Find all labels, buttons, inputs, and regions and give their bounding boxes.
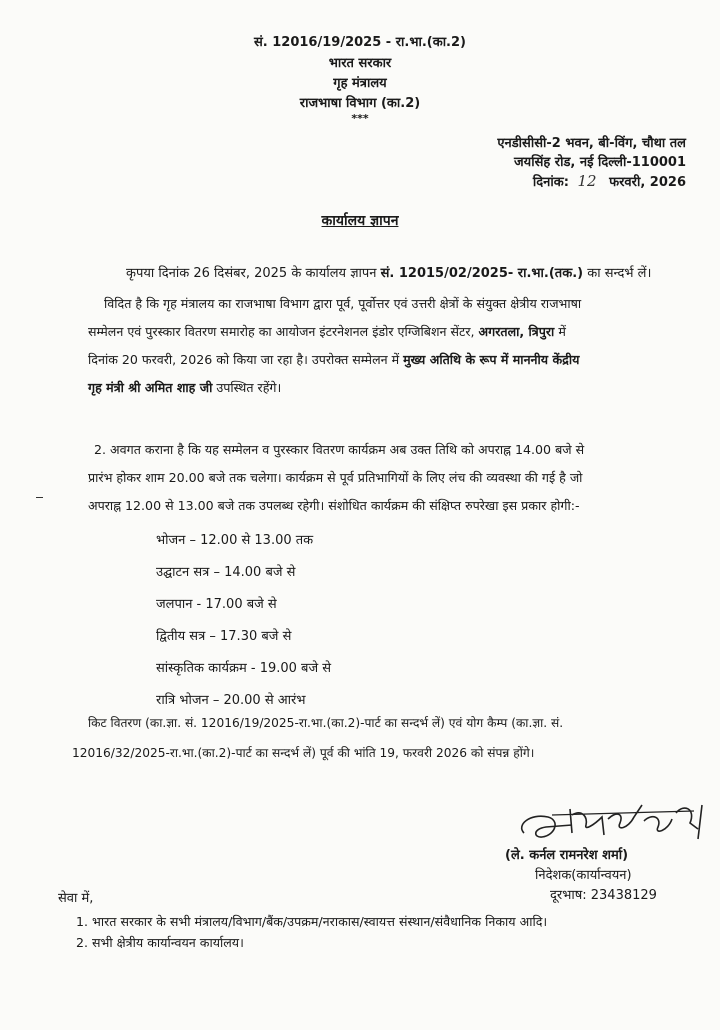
recipient-item: 1. भारत सरकार के सभी मंत्रालय/विभाग/बैंक/उपक्रम/नराकास/स्वायत्त संस्थान/संवैधानिक निकाय आदि। [76,914,548,929]
kit-line-2: 12016/32/2025-रा.भा.(का.2)-पार्ट का सन्दर्भ लें) पूर्व की भांति 19, फरवरी 2026 को संपन्न होंगे। [72,746,535,760]
schedule-item: रात्रि भोजन – 20.00 से आरंभ [156,693,306,708]
p2-line-1: 2. अवगत कराना है कि यह सम्मेलन व पुरस्कार वितरण कार्यक्रम अब उक्त तिथि को अपराह्न 14.00 बजे से [94,442,585,457]
date-label: दिनांक: [532,175,569,190]
recipient-item: 2. सभी क्षेत्रीय कार्यान्वयन कार्यालय। [76,935,244,950]
reference-paragraph [126,263,651,281]
ref-text-bold: सं. 12015/02/2025- रा.भा.(तक.) [380,266,584,281]
p2-line-2: प्रारंभ होकर शाम 20.00 बजे तक चलेगा। कार्यक्रम से पूर्व प्रतिभागियों के लिए लंच की व्यवस्था की गई है जो [88,470,583,485]
kit-paragraph [72,708,563,768]
paragraph-1 [88,290,581,402]
address-line-1: एनडीसीसी-2 भवन, बी-विंग, चौथा तल [497,136,686,151]
margin-mark [36,497,43,498]
schedule-item: उद्घाटन सत्र – 14.00 बजे से [156,565,296,580]
signatory-designation: निदेशक(कार्यान्वयन) [535,868,632,883]
ref-text-pre: कृपया दिनांक 26 दिसंबर, 2025 के कार्यालय ज्ञापन [126,266,381,281]
schedule-item: द्वितीय सत्र – 17.30 बजे से [156,629,292,644]
p1-line-3: दिनांक 20 फरवरी, 2026 को किया जा रहा है। उपरोक्त सम्मेलन में मुख्य अतिथि के रूप में माननीय केंद्रीय [88,352,580,367]
p1-line-2: सम्मेलन एवं पुरस्कार वितरण समारोह का आयोजन इंटरनेशनल इंडोर एग्जिबिशन सेंटर, अगरतला, त्रिपुरा में [88,324,566,339]
memo-title: कार्यालय ज्ञापन [321,213,399,229]
date-month-year: फरवरी, 2026 [609,175,686,190]
kit-line-1: किट वितरण (का.ज्ञा. सं. 12016/19/2025-रा.भा.(का.2)-पार्ट का सन्दर्भ लें) एवं योग कैम्प (का.ज्ञा. सं. [88,716,564,730]
schedule-item: जलपान - 17.00 बजे से [156,597,277,612]
government-name: भारत सरकार [328,56,392,71]
p1-line-1: विदित है कि गृह मंत्रालय का राजभाषा विभाग द्वारा पूर्व, पूर्वोत्तर एवं उत्तरी क्षेत्रों के संयुक्त क्षेत्रीय राजभाषा [104,296,582,311]
ministry-name: गृह मंत्रालय [333,76,387,91]
ref-text-post: का सन्दर्भ लें। [583,266,652,281]
reference-number: सं. 12016/19/2025 - रा.भा.(का.2) [254,35,466,50]
signatory-phone: दूरभाष: 23438129 [550,888,657,903]
schedule-item: भोजन – 12.00 से 13.00 तक [156,533,314,548]
schedule-item: सांस्कृतिक कार्यक्रम - 19.00 बजे से [156,661,332,676]
signatory-name: (ले. कर्नल रामनरेश शर्मा) [505,848,629,863]
date-line [533,172,686,190]
recipients-label: सेवा में, [58,891,94,906]
address-line-2: जयसिंह रोड, नई दिल्ली-110001 [514,155,686,170]
paragraph-2 [88,436,584,520]
schedule-list [156,530,331,722]
department-name: राजभाषा विभाग (का.2) [299,96,421,111]
date-day-handwritten: 12 [577,172,597,190]
separator-stars: *** [351,112,369,125]
p1-line-4: गृह मंत्री श्री अमित शाह जी उपस्थित रहेंगे। [88,380,282,395]
p2-line-3: अपराह्न 12.00 से 13.00 बजे तक उपलब्ध रहेगी। संशोधित कार्यक्रम की संक्षिप्त रुपरेखा इस प्रकार होगी:- [88,498,580,513]
